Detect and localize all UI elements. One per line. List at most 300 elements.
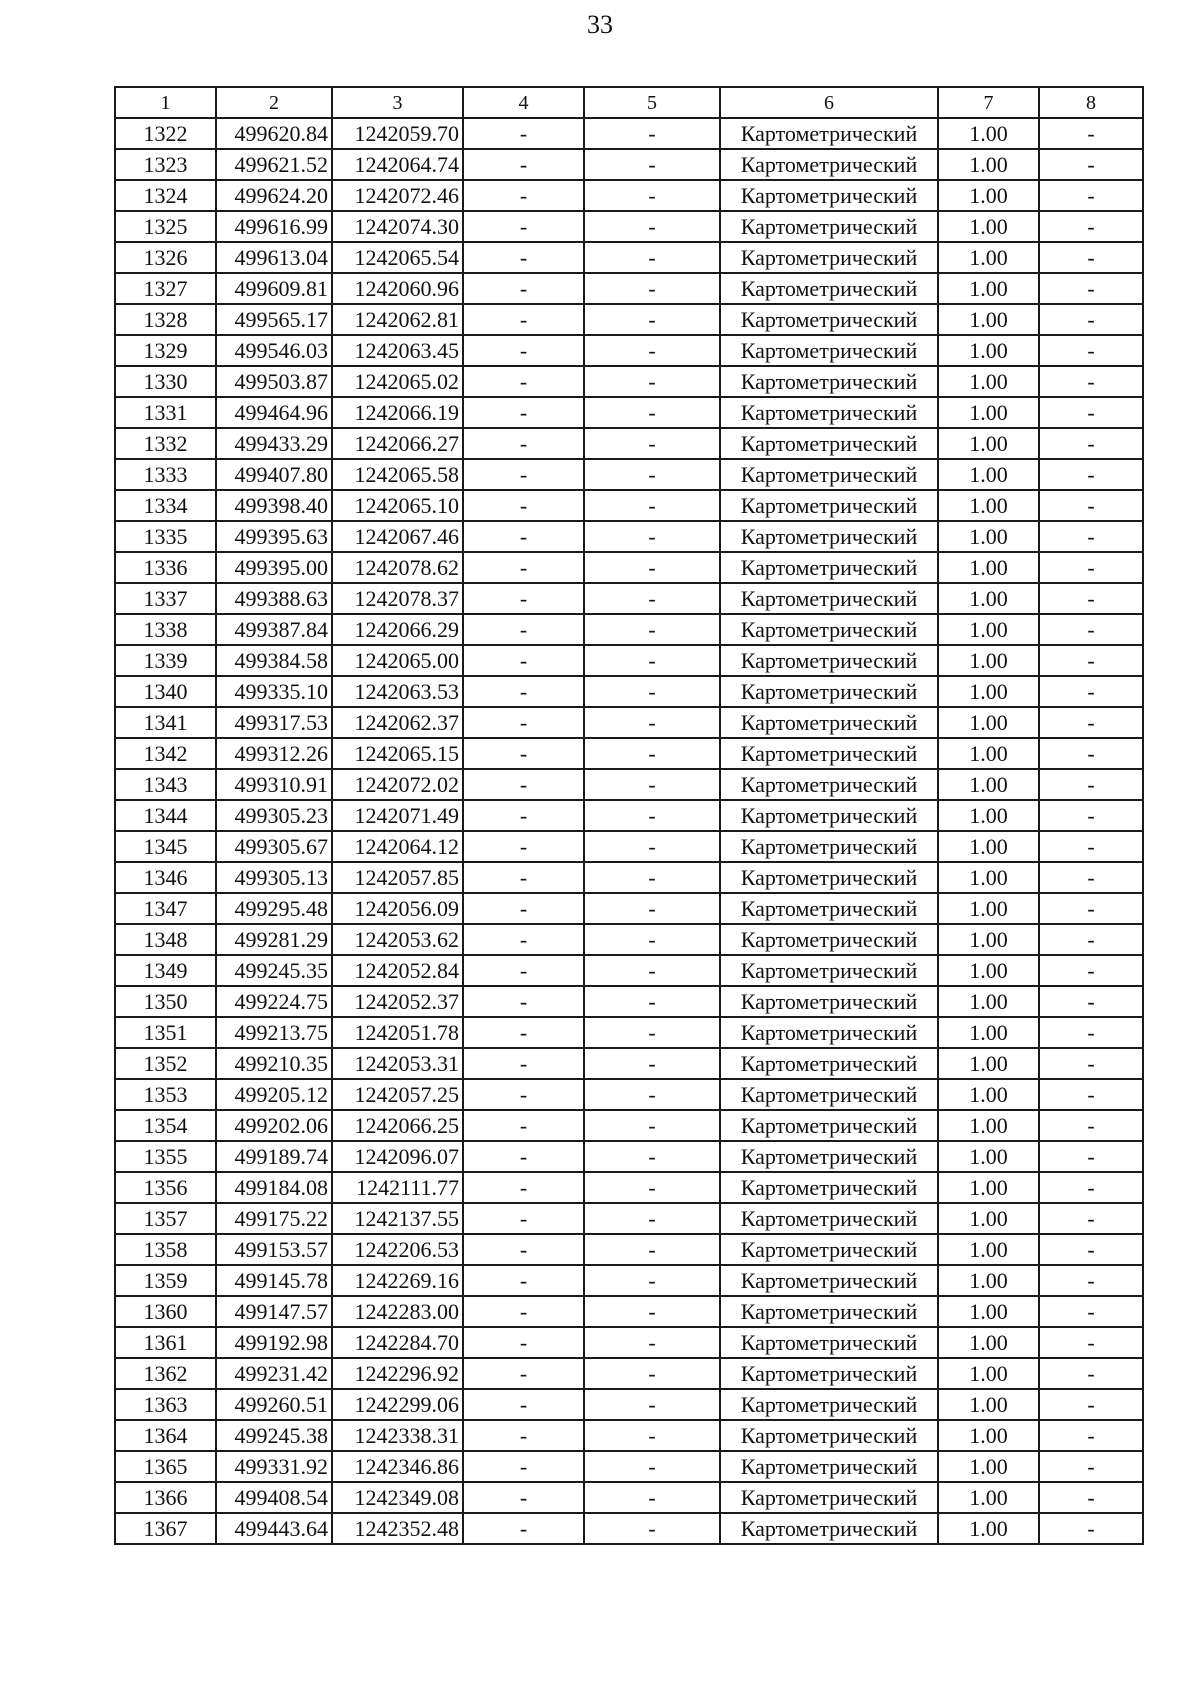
x-coordinate-cell: 499213.75: [216, 1017, 332, 1048]
method-cell: Картометрический: [720, 1203, 938, 1234]
column-4-cell: -: [463, 831, 584, 862]
column-5-cell: -: [584, 428, 720, 459]
column-5-cell: -: [584, 490, 720, 521]
y-coordinate-cell: 1242060.96: [332, 273, 463, 304]
column-8-cell: -: [1039, 1358, 1143, 1389]
column-5-cell: -: [584, 1451, 720, 1482]
column-5-cell: -: [584, 1358, 720, 1389]
table-row: [115, 1482, 1143, 1513]
x-coordinate-cell: 499145.78: [216, 1265, 332, 1296]
table-row: [115, 707, 1143, 738]
column-5-cell: -: [584, 1017, 720, 1048]
accuracy-cell: 1.00: [938, 986, 1039, 1017]
column-8-cell: -: [1039, 211, 1143, 242]
table-row: [115, 366, 1143, 397]
column-5-cell: -: [584, 180, 720, 211]
table-row: [115, 304, 1143, 335]
table-row: [115, 1172, 1143, 1203]
table-row: [115, 521, 1143, 552]
accuracy-cell: 1.00: [938, 304, 1039, 335]
column-4-cell: -: [463, 490, 584, 521]
y-coordinate-cell: 1242065.15: [332, 738, 463, 769]
x-coordinate-cell: 499433.29: [216, 428, 332, 459]
accuracy-cell: 1.00: [938, 862, 1039, 893]
accuracy-cell: 1.00: [938, 769, 1039, 800]
table-row: [115, 211, 1143, 242]
y-coordinate-cell: 1242062.81: [332, 304, 463, 335]
column-5-cell: -: [584, 242, 720, 273]
column-8-cell: -: [1039, 676, 1143, 707]
method-cell: Картометрический: [720, 583, 938, 614]
method-cell: Картометрический: [720, 1110, 938, 1141]
x-coordinate-cell: 499224.75: [216, 986, 332, 1017]
table-row: [115, 1296, 1143, 1327]
column-8-cell: -: [1039, 273, 1143, 304]
x-coordinate-cell: 499184.08: [216, 1172, 332, 1203]
y-coordinate-cell: 1242111.77: [332, 1172, 463, 1203]
point-number-cell: 1362: [115, 1358, 216, 1389]
table-row: [115, 459, 1143, 490]
column-4-cell: -: [463, 397, 584, 428]
column-8-cell: -: [1039, 304, 1143, 335]
column-8-cell: -: [1039, 459, 1143, 490]
column-5-cell: -: [584, 273, 720, 304]
column-8-cell: -: [1039, 1172, 1143, 1203]
accuracy-cell: 1.00: [938, 366, 1039, 397]
accuracy-cell: 1.00: [938, 1327, 1039, 1358]
column-4-cell: -: [463, 366, 584, 397]
column-5-cell: -: [584, 1296, 720, 1327]
point-number-cell: 1342: [115, 738, 216, 769]
table-row: [115, 335, 1143, 366]
x-coordinate-cell: 499503.87: [216, 366, 332, 397]
y-coordinate-cell: 1242066.27: [332, 428, 463, 459]
column-header: 5: [584, 87, 720, 118]
x-coordinate-cell: 499395.63: [216, 521, 332, 552]
method-cell: Картометрический: [720, 1482, 938, 1513]
point-number-cell: 1338: [115, 614, 216, 645]
column-5-cell: -: [584, 1172, 720, 1203]
point-number-cell: 1367: [115, 1513, 216, 1544]
column-4-cell: -: [463, 459, 584, 490]
accuracy-cell: 1.00: [938, 1234, 1039, 1265]
column-5-cell: -: [584, 335, 720, 366]
table-row: [115, 118, 1143, 149]
column-5-cell: -: [584, 1513, 720, 1544]
column-4-cell: -: [463, 1234, 584, 1265]
y-coordinate-cell: 1242349.08: [332, 1482, 463, 1513]
table-row: [115, 180, 1143, 211]
y-coordinate-cell: 1242056.09: [332, 893, 463, 924]
column-8-cell: -: [1039, 149, 1143, 180]
x-coordinate-cell: 499546.03: [216, 335, 332, 366]
y-coordinate-cell: 1242066.29: [332, 614, 463, 645]
method-cell: Картометрический: [720, 1420, 938, 1451]
column-8-cell: -: [1039, 335, 1143, 366]
column-header: 6: [720, 87, 938, 118]
column-8-cell: -: [1039, 180, 1143, 211]
method-cell: Картометрический: [720, 769, 938, 800]
column-8-cell: -: [1039, 1482, 1143, 1513]
point-number-cell: 1353: [115, 1079, 216, 1110]
column-4-cell: -: [463, 614, 584, 645]
y-coordinate-cell: 1242296.92: [332, 1358, 463, 1389]
accuracy-cell: 1.00: [938, 800, 1039, 831]
accuracy-cell: 1.00: [938, 149, 1039, 180]
column-5-cell: -: [584, 1265, 720, 1296]
method-cell: Картометрический: [720, 366, 938, 397]
accuracy-cell: 1.00: [938, 335, 1039, 366]
point-number-cell: 1340: [115, 676, 216, 707]
point-number-cell: 1329: [115, 335, 216, 366]
y-coordinate-cell: 1242206.53: [332, 1234, 463, 1265]
accuracy-cell: 1.00: [938, 645, 1039, 676]
point-number-cell: 1335: [115, 521, 216, 552]
column-8-cell: -: [1039, 428, 1143, 459]
y-coordinate-cell: 1242066.25: [332, 1110, 463, 1141]
accuracy-cell: 1.00: [938, 397, 1039, 428]
accuracy-cell: 1.00: [938, 1079, 1039, 1110]
method-cell: Картометрический: [720, 986, 938, 1017]
x-coordinate-cell: 499621.52: [216, 149, 332, 180]
column-5-cell: -: [584, 397, 720, 428]
x-coordinate-cell: 499407.80: [216, 459, 332, 490]
y-coordinate-cell: 1242283.00: [332, 1296, 463, 1327]
y-coordinate-cell: 1242269.16: [332, 1265, 463, 1296]
y-coordinate-cell: 1242064.74: [332, 149, 463, 180]
column-4-cell: -: [463, 800, 584, 831]
y-coordinate-cell: 1242071.49: [332, 800, 463, 831]
column-8-cell: -: [1039, 521, 1143, 552]
method-cell: Картометрический: [720, 645, 938, 676]
column-8-cell: -: [1039, 118, 1143, 149]
x-coordinate-cell: 499387.84: [216, 614, 332, 645]
column-8-cell: -: [1039, 1079, 1143, 1110]
x-coordinate-cell: 499395.00: [216, 552, 332, 583]
accuracy-cell: 1.00: [938, 1296, 1039, 1327]
accuracy-cell: 1.00: [938, 1203, 1039, 1234]
column-4-cell: -: [463, 1110, 584, 1141]
column-8-cell: -: [1039, 1265, 1143, 1296]
accuracy-cell: 1.00: [938, 1110, 1039, 1141]
y-coordinate-cell: 1242299.06: [332, 1389, 463, 1420]
column-8-cell: -: [1039, 645, 1143, 676]
y-coordinate-cell: 1242072.46: [332, 180, 463, 211]
accuracy-cell: 1.00: [938, 428, 1039, 459]
column-8-cell: -: [1039, 1203, 1143, 1234]
column-8-cell: -: [1039, 1389, 1143, 1420]
point-number-cell: 1356: [115, 1172, 216, 1203]
point-number-cell: 1354: [115, 1110, 216, 1141]
x-coordinate-cell: 499613.04: [216, 242, 332, 273]
column-5-cell: -: [584, 1048, 720, 1079]
method-cell: Картометрический: [720, 242, 938, 273]
y-coordinate-cell: 1242078.62: [332, 552, 463, 583]
method-cell: Картометрический: [720, 1358, 938, 1389]
column-4-cell: -: [463, 1265, 584, 1296]
column-4-cell: -: [463, 583, 584, 614]
column-4-cell: -: [463, 707, 584, 738]
column-8-cell: -: [1039, 1141, 1143, 1172]
column-8-cell: -: [1039, 831, 1143, 862]
accuracy-cell: 1.00: [938, 893, 1039, 924]
table-row: [115, 769, 1143, 800]
table-row: [115, 583, 1143, 614]
accuracy-cell: 1.00: [938, 1482, 1039, 1513]
point-number-cell: 1343: [115, 769, 216, 800]
accuracy-cell: 1.00: [938, 1358, 1039, 1389]
column-4-cell: -: [463, 1358, 584, 1389]
y-coordinate-cell: 1242346.86: [332, 1451, 463, 1482]
point-number-cell: 1332: [115, 428, 216, 459]
table-row: [115, 986, 1143, 1017]
y-coordinate-cell: 1242137.55: [332, 1203, 463, 1234]
column-4-cell: -: [463, 924, 584, 955]
table-row: [115, 1513, 1143, 1544]
table-row: [115, 676, 1143, 707]
y-coordinate-cell: 1242057.25: [332, 1079, 463, 1110]
y-coordinate-cell: 1242065.02: [332, 366, 463, 397]
x-coordinate-cell: 499609.81: [216, 273, 332, 304]
point-number-cell: 1327: [115, 273, 216, 304]
method-cell: Картометрический: [720, 273, 938, 304]
accuracy-cell: 1.00: [938, 459, 1039, 490]
point-number-cell: 1328: [115, 304, 216, 335]
x-coordinate-cell: 499616.99: [216, 211, 332, 242]
column-5-cell: -: [584, 986, 720, 1017]
x-coordinate-cell: 499305.23: [216, 800, 332, 831]
x-coordinate-cell: 499210.35: [216, 1048, 332, 1079]
accuracy-cell: 1.00: [938, 1172, 1039, 1203]
column-8-cell: -: [1039, 490, 1143, 521]
column-4-cell: -: [463, 1296, 584, 1327]
x-coordinate-cell: 499620.84: [216, 118, 332, 149]
y-coordinate-cell: 1242051.78: [332, 1017, 463, 1048]
table-row: [115, 1234, 1143, 1265]
table-row: [115, 1017, 1143, 1048]
y-coordinate-cell: 1242063.53: [332, 676, 463, 707]
point-number-cell: 1324: [115, 180, 216, 211]
y-coordinate-cell: 1242072.02: [332, 769, 463, 800]
column-4-cell: -: [463, 428, 584, 459]
column-4-cell: -: [463, 1482, 584, 1513]
column-4-cell: -: [463, 1141, 584, 1172]
point-number-cell: 1322: [115, 118, 216, 149]
x-coordinate-cell: 499260.51: [216, 1389, 332, 1420]
x-coordinate-cell: 499189.74: [216, 1141, 332, 1172]
accuracy-cell: 1.00: [938, 738, 1039, 769]
column-4-cell: -: [463, 1451, 584, 1482]
accuracy-cell: 1.00: [938, 521, 1039, 552]
accuracy-cell: 1.00: [938, 676, 1039, 707]
method-cell: Картометрический: [720, 707, 938, 738]
accuracy-cell: 1.00: [938, 242, 1039, 273]
accuracy-cell: 1.00: [938, 1017, 1039, 1048]
column-8-cell: -: [1039, 1017, 1143, 1048]
point-number-cell: 1363: [115, 1389, 216, 1420]
y-coordinate-cell: 1242074.30: [332, 211, 463, 242]
accuracy-cell: 1.00: [938, 118, 1039, 149]
column-header: 7: [938, 87, 1039, 118]
table-row: [115, 738, 1143, 769]
y-coordinate-cell: 1242284.70: [332, 1327, 463, 1358]
method-cell: Картометрический: [720, 1451, 938, 1482]
point-number-cell: 1365: [115, 1451, 216, 1482]
column-5-cell: -: [584, 893, 720, 924]
x-coordinate-cell: 499398.40: [216, 490, 332, 521]
column-header: 3: [332, 87, 463, 118]
y-coordinate-cell: 1242078.37: [332, 583, 463, 614]
point-number-cell: 1366: [115, 1482, 216, 1513]
table-row: [115, 645, 1143, 676]
column-8-cell: -: [1039, 893, 1143, 924]
y-coordinate-cell: 1242053.62: [332, 924, 463, 955]
column-8-cell: -: [1039, 1513, 1143, 1544]
point-number-cell: 1361: [115, 1327, 216, 1358]
column-4-cell: -: [463, 552, 584, 583]
column-8-cell: -: [1039, 583, 1143, 614]
table-body: [115, 118, 1143, 1544]
column-4-cell: -: [463, 211, 584, 242]
column-4-cell: -: [463, 893, 584, 924]
table-row: [115, 490, 1143, 521]
method-cell: Картометрический: [720, 304, 938, 335]
point-number-cell: 1359: [115, 1265, 216, 1296]
table-row: [115, 1141, 1143, 1172]
column-8-cell: -: [1039, 552, 1143, 583]
column-4-cell: -: [463, 955, 584, 986]
table-row: [115, 1389, 1143, 1420]
column-8-cell: -: [1039, 1296, 1143, 1327]
accuracy-cell: 1.00: [938, 1451, 1039, 1482]
column-8-cell: -: [1039, 242, 1143, 273]
accuracy-cell: 1.00: [938, 1141, 1039, 1172]
x-coordinate-cell: 499443.64: [216, 1513, 332, 1544]
accuracy-cell: 1.00: [938, 1389, 1039, 1420]
y-coordinate-cell: 1242066.19: [332, 397, 463, 428]
table-row: [115, 242, 1143, 273]
column-5-cell: -: [584, 366, 720, 397]
x-coordinate-cell: 499205.12: [216, 1079, 332, 1110]
y-coordinate-cell: 1242065.58: [332, 459, 463, 490]
point-number-cell: 1326: [115, 242, 216, 273]
method-cell: Картометрический: [720, 118, 938, 149]
column-8-cell: -: [1039, 1110, 1143, 1141]
column-5-cell: -: [584, 924, 720, 955]
column-4-cell: -: [463, 1327, 584, 1358]
method-cell: Картометрический: [720, 862, 938, 893]
column-5-cell: -: [584, 800, 720, 831]
column-5-cell: -: [584, 149, 720, 180]
point-number-cell: 1348: [115, 924, 216, 955]
table-row: [115, 1358, 1143, 1389]
table-row: [115, 1079, 1143, 1110]
method-cell: Картометрический: [720, 397, 938, 428]
accuracy-cell: 1.00: [938, 211, 1039, 242]
point-number-cell: 1346: [115, 862, 216, 893]
column-4-cell: -: [463, 738, 584, 769]
x-coordinate-cell: 499312.26: [216, 738, 332, 769]
column-4-cell: -: [463, 335, 584, 366]
column-5-cell: -: [584, 583, 720, 614]
column-5-cell: -: [584, 552, 720, 583]
method-cell: Картометрический: [720, 1017, 938, 1048]
column-5-cell: -: [584, 1327, 720, 1358]
method-cell: Картометрический: [720, 738, 938, 769]
accuracy-cell: 1.00: [938, 924, 1039, 955]
table-row: [115, 614, 1143, 645]
column-8-cell: -: [1039, 986, 1143, 1017]
column-8-cell: -: [1039, 924, 1143, 955]
column-5-cell: -: [584, 614, 720, 645]
point-number-cell: 1334: [115, 490, 216, 521]
column-8-cell: -: [1039, 1420, 1143, 1451]
point-number-cell: 1323: [115, 149, 216, 180]
column-4-cell: -: [463, 645, 584, 676]
column-5-cell: -: [584, 707, 720, 738]
table-row: [115, 273, 1143, 304]
column-header: 1: [115, 87, 216, 118]
x-coordinate-cell: 499295.48: [216, 893, 332, 924]
method-cell: Картометрический: [720, 1234, 938, 1265]
column-8-cell: -: [1039, 614, 1143, 645]
column-4-cell: -: [463, 273, 584, 304]
column-4-cell: -: [463, 1420, 584, 1451]
x-coordinate-cell: 499335.10: [216, 676, 332, 707]
column-8-cell: -: [1039, 1048, 1143, 1079]
accuracy-cell: 1.00: [938, 1048, 1039, 1079]
x-coordinate-cell: 499408.54: [216, 1482, 332, 1513]
column-4-cell: -: [463, 862, 584, 893]
point-number-cell: 1355: [115, 1141, 216, 1172]
y-coordinate-cell: 1242065.10: [332, 490, 463, 521]
method-cell: Картометрический: [720, 1079, 938, 1110]
method-cell: Картометрический: [720, 1172, 938, 1203]
column-5-cell: -: [584, 211, 720, 242]
method-cell: Картометрический: [720, 1265, 938, 1296]
table-row: [115, 831, 1143, 862]
method-cell: Картометрический: [720, 149, 938, 180]
accuracy-cell: 1.00: [938, 614, 1039, 645]
table-row: [115, 428, 1143, 459]
point-number-cell: 1336: [115, 552, 216, 583]
column-5-cell: -: [584, 738, 720, 769]
y-coordinate-cell: 1242096.07: [332, 1141, 463, 1172]
table-row: [115, 1110, 1143, 1141]
x-coordinate-cell: 499175.22: [216, 1203, 332, 1234]
column-4-cell: -: [463, 769, 584, 800]
x-coordinate-cell: 499202.06: [216, 1110, 332, 1141]
column-5-cell: -: [584, 118, 720, 149]
point-number-cell: 1352: [115, 1048, 216, 1079]
column-8-cell: -: [1039, 366, 1143, 397]
column-8-cell: -: [1039, 1327, 1143, 1358]
method-cell: Картометрический: [720, 211, 938, 242]
y-coordinate-cell: 1242067.46: [332, 521, 463, 552]
x-coordinate-cell: 499624.20: [216, 180, 332, 211]
accuracy-cell: 1.00: [938, 273, 1039, 304]
column-header: 4: [463, 87, 584, 118]
column-5-cell: -: [584, 1420, 720, 1451]
method-cell: Картометрический: [720, 1141, 938, 1172]
column-8-cell: -: [1039, 955, 1143, 986]
accuracy-cell: 1.00: [938, 707, 1039, 738]
accuracy-cell: 1.00: [938, 1513, 1039, 1544]
column-8-cell: -: [1039, 769, 1143, 800]
x-coordinate-cell: 499153.57: [216, 1234, 332, 1265]
column-5-cell: -: [584, 1141, 720, 1172]
column-header: 2: [216, 87, 332, 118]
